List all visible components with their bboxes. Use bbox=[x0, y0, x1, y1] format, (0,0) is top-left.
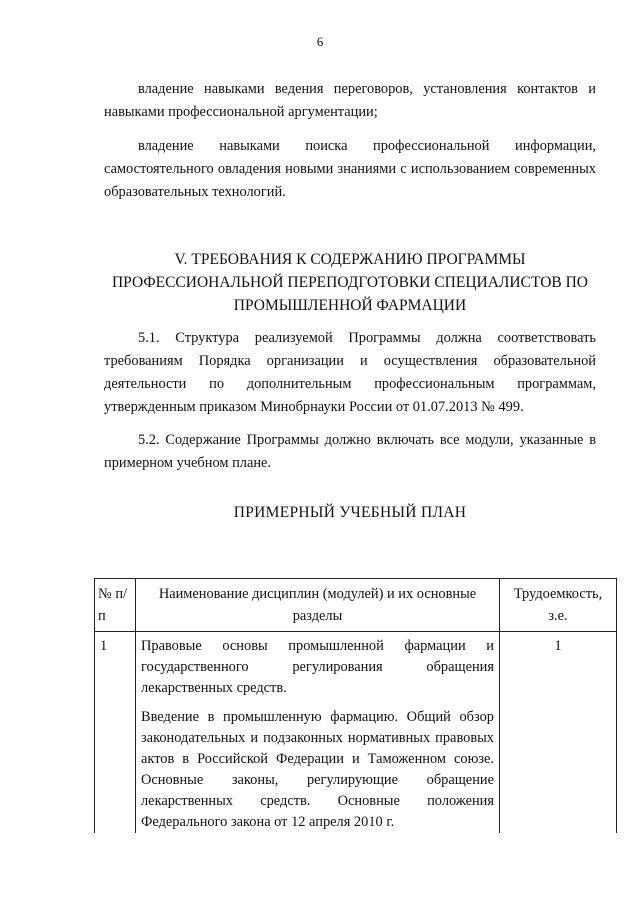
table-row bbox=[95, 632, 617, 834]
row-number-cell: 1 bbox=[95, 632, 136, 834]
section-heading bbox=[104, 248, 596, 317]
column-header-discipline-name: Наименование дисциплин (модулей) и их основные разделы bbox=[136, 579, 500, 632]
column-header-labor-intensity: Трудоемкость, з.е. bbox=[500, 579, 617, 632]
section-heading-line-3: ПРОМЫШЛЕННОЙ ФАРМАЦИИ bbox=[233, 297, 467, 314]
curriculum-table bbox=[94, 578, 617, 833]
row-discipline-title: Правовые основы промышленной фармации и государственного регулирования обращения лекарственных средств. bbox=[141, 638, 494, 696]
paragraph-negotiation-skills: владение навыками ведения переговоров, установления контактов и навыками профессиональной аргументации; bbox=[104, 81, 596, 120]
paragraph-5-1: 5.1. Структура реализуемой Программы должна соответствовать требованиям Порядка организации и осуществления образовательной деятельности по дополнительным профессиональным программам, утвержденным приказом Минобрнауки России от 01.07.2013 № 499. bbox=[104, 330, 596, 415]
page-number: 6 bbox=[316, 34, 324, 49]
paragraph-information-search-skills: владение навыками поиска профессиональной информации, самостоятельного овладения новыми знаниями с использованием современных образовательных технологий. bbox=[104, 138, 596, 200]
section-heading-line-1: V. ТРЕБОВАНИЯ К СОДЕРЖАНИЮ ПРОГРАММЫ bbox=[174, 251, 526, 268]
row-discipline-description: Введение в промышленную фармацию. Общий обзор законодательных и подзаконных нормативных правовых актов в Российской Федерации и Таможенном союзе. Основные законы, регулирующие обращение лекарственных средств. Основные положения Федерального закона от 12 апреля 2010 г. bbox=[141, 709, 494, 830]
column-header-number: № п/п bbox=[95, 579, 136, 632]
plan-title: ПРИМЕРНЫЙ УЧЕБНЫЙ ПЛАН bbox=[233, 504, 467, 521]
section-heading-line-2: ПРОФЕССИОНАЛЬНОЙ ПЕРЕПОДГОТОВКИ СПЕЦИАЛИСТОВ ПО bbox=[111, 274, 588, 291]
document-body bbox=[104, 78, 596, 524]
row-labor-cell: 1 bbox=[500, 632, 617, 834]
row-discipline-cell bbox=[136, 632, 500, 834]
paragraph-5-2: 5.2. Содержание Программы должно включать все модули, указанные в примерном учебном плане. bbox=[104, 432, 596, 471]
table-header-row bbox=[95, 579, 617, 632]
